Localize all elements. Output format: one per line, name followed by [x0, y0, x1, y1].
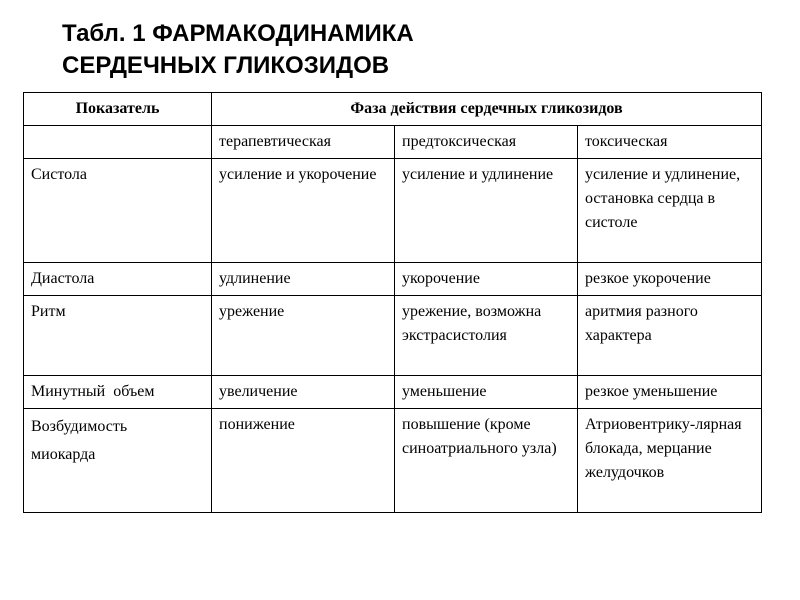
row-label-minute-volume: Минутный объем: [24, 376, 212, 409]
subheader-row: [24, 126, 762, 159]
table-cell: усиление и укорочение: [212, 159, 395, 263]
table-row: [24, 376, 762, 409]
table-cell: аритмия разного характера: [578, 296, 762, 376]
table-cell: резкое укорочение: [578, 263, 762, 296]
row-label-excitability-line-1: Возбудимость: [31, 418, 128, 435]
page-title: [62, 18, 414, 82]
row-label-excitability: [24, 409, 212, 513]
table-cell: усиление и удлинение, остановка сердца в систоле: [578, 159, 762, 263]
table-cell: увеличение: [212, 376, 395, 409]
table-cell: уменьшение: [395, 376, 578, 409]
table-row: [24, 409, 762, 513]
table-cell: укорочение: [395, 263, 578, 296]
table-row: [24, 263, 762, 296]
phase-toxic: токсическая: [578, 126, 762, 159]
page-title-line-1: Табл. 1 ФАРМАКОДИНАМИКА: [62, 20, 414, 47]
pharmacodynamics-table: [23, 92, 762, 513]
table-cell: повышение (кроме синоатриального узла): [395, 409, 578, 513]
row-label-excitability-line-2: миокарда: [31, 446, 96, 463]
phase-pretoxic: предтоксическая: [395, 126, 578, 159]
row-label-rhythm: Ритм: [24, 296, 212, 376]
table-cell: удлинение: [212, 263, 395, 296]
table-cell: урежение: [212, 296, 395, 376]
page-title-line-2: СЕРДЕЧНЫХ ГЛИКОЗИДОВ: [62, 52, 390, 79]
table-cell: усиление и удлинение: [395, 159, 578, 263]
row-label-systole: Систола: [24, 159, 212, 263]
table-cell: резкое уменьшение: [578, 376, 762, 409]
table-row: [24, 296, 762, 376]
header-row: [24, 93, 762, 126]
column-header-phase: Фаза действия сердечных гликозидов: [212, 93, 762, 126]
table-row: [24, 159, 762, 263]
table-cell: понижение: [212, 409, 395, 513]
column-header-indicator: Показатель: [24, 93, 212, 126]
row-label-diastole: Диастола: [24, 263, 212, 296]
phase-therapeutic: терапевтическая: [212, 126, 395, 159]
table-cell: урежение, возможна экстрасистолия: [395, 296, 578, 376]
table-cell: Атриовентрику-лярная блокада, мерцание желудочков: [578, 409, 762, 513]
subheader-empty-cell: [24, 126, 212, 159]
